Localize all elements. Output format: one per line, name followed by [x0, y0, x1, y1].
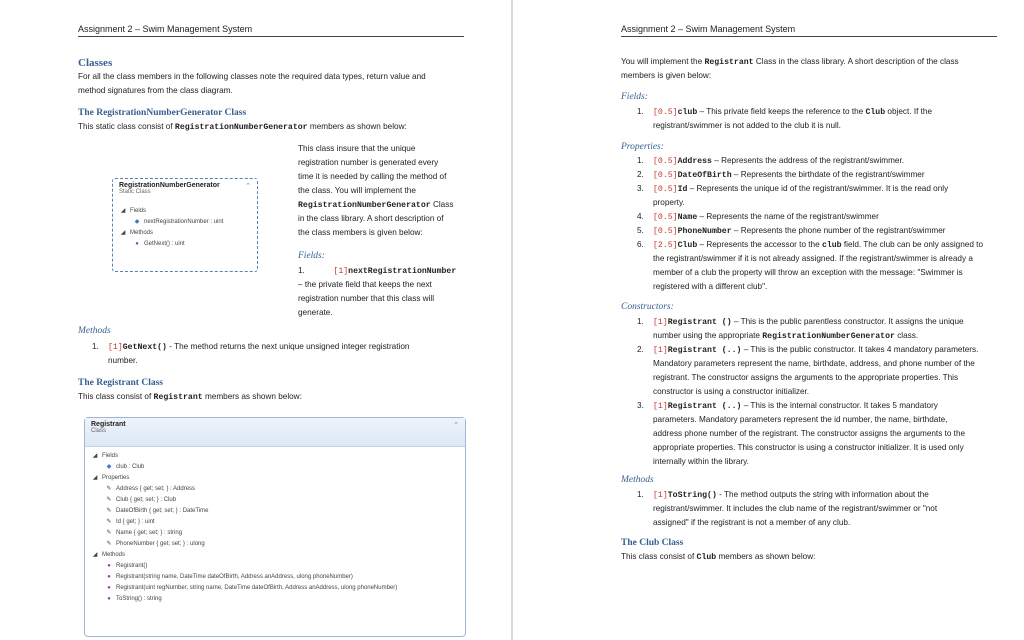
- rng-method-tag: [1]: [108, 343, 123, 352]
- triangle-down-icon: ◢: [120, 208, 126, 214]
- p2-ctor-code: Registrant (..): [667, 402, 742, 411]
- rng-desc-7: the class members is given below:: [298, 228, 423, 237]
- p2-prop-desc-cont: the registrant/swimmer if it is not already assigned. If the registrant/swimmer is already a: [653, 254, 973, 263]
- p2-ctor-code: Registrant (): [667, 318, 732, 327]
- rng-diagram-header: [113, 179, 257, 198]
- p2-fields-heading: Fields:: [621, 92, 648, 102]
- triangle-down-icon: ◢: [92, 453, 98, 459]
- p2-prop-tag: [0.5]: [653, 227, 678, 236]
- registrant-diagram-method-row: [85, 572, 465, 583]
- wrench-icon: ✎: [106, 530, 112, 536]
- registrant-diagram-method-text: Registrant(): [116, 563, 148, 569]
- registrant-class-heading: The Registrant Class: [78, 378, 163, 388]
- wrench-icon: ✎: [106, 497, 112, 503]
- p2-ctor-desc-code: RegistrationNumberGenerator: [762, 332, 895, 341]
- registrant-diagram-method-text: ToString() : string: [116, 596, 162, 602]
- p2-method-tag: [1]: [653, 491, 668, 500]
- triangle-down-icon: ◢: [120, 230, 126, 236]
- p2-methods-heading: Methods: [621, 475, 654, 485]
- rng-diagram-method-text: GetNext() : uint: [144, 241, 185, 247]
- header-rule: [621, 36, 997, 37]
- p2-prop-code: DateOfBirth: [677, 171, 732, 180]
- method-icon: ●: [135, 241, 139, 247]
- p2-ctor-desc-cont: [653, 329, 918, 344]
- registrant-diagram-property-row: [85, 484, 465, 495]
- p2-prop-desc: – Represents the name of the registrant/swimmer: [697, 212, 879, 221]
- rng-diagram-field-text: nextRegistrationNumber : uint: [144, 219, 224, 225]
- p2-ctor-tag: [1]: [653, 346, 668, 355]
- p2-ctor-desc-cont: internally within the library.: [653, 457, 749, 466]
- classes-intro-line-1: For all the class members in the following classes note the required data types, return value and: [78, 72, 426, 81]
- method-icon: ●: [107, 596, 111, 602]
- registrant-diagram-properties-label: Properties: [102, 475, 130, 481]
- wrench-icon: ✎: [106, 486, 112, 492]
- registrant-class-diagram: [84, 417, 466, 637]
- rng-desc-2: registration number is generated every: [298, 158, 439, 167]
- p2-ctor-tag: [1]: [653, 318, 668, 327]
- p2-ctor-desc-cont: parameters. Mandatory parameters represent the id number, the name, birthdate,: [653, 415, 948, 424]
- p2-field-code-2: Club: [865, 108, 886, 117]
- wrench-icon: ✎: [106, 541, 112, 547]
- rng-desc-4: the class. You will implement the: [298, 186, 416, 195]
- rng-field-name: nextRegistrationNumber: [348, 267, 457, 276]
- p2-prop-code-2: club: [821, 241, 842, 250]
- rng-diagram-field-row: [113, 217, 257, 228]
- p2-ctor-desc-cont: registrant. The constructor assigns the arguments to the appropriate properties. This: [653, 373, 959, 382]
- rng-fields-heading: Fields:: [298, 251, 325, 261]
- registrant-diagram-property-row: [85, 517, 465, 528]
- p2-field-desc: – This private field keeps the reference to the: [697, 107, 866, 116]
- rng-method-number: 1.: [92, 342, 99, 351]
- rng-field-desc-2: registration number that this class will: [298, 294, 435, 303]
- p2-constructors-heading: Constructors:: [621, 302, 674, 312]
- rng-desc-code: RegistrationNumberGenerator: [298, 201, 431, 210]
- p2-prop-number: 2.: [637, 170, 644, 179]
- p2-prop-tag: [2.5]: [653, 241, 678, 250]
- rng-lead-text: This static class consist of: [78, 122, 175, 131]
- field-icon: ◆: [106, 464, 112, 470]
- rng-field-desc-3: generate.: [298, 308, 333, 317]
- method-icon: ●: [107, 585, 111, 591]
- p2-field-desc-end: object. If the: [885, 107, 933, 116]
- rng-class-diagram: [112, 178, 258, 272]
- rng-lead: [78, 120, 407, 135]
- p2-prop-code: PhoneNumber: [677, 227, 732, 236]
- page-header: Assignment 2 – Swim Management System: [621, 24, 796, 34]
- registrant-diagram-property-text: Id { get; } : uint: [116, 519, 155, 525]
- registrant-diagram-method-text: Registrant(string name, DateTime dateOfBirth, Address anAddress, ulong phoneNumber): [116, 574, 353, 580]
- page-1: [0, 0, 511, 640]
- p2-ctor-desc-cont: address phone number of the registrant. The constructor assigns the arguments to the: [653, 429, 966, 438]
- p2-field-tag: [0.5]: [653, 108, 678, 117]
- rng-desc-3: time it is needed by calling the method of: [298, 172, 447, 181]
- header-rule: [78, 36, 464, 37]
- rng-field-item: [298, 264, 456, 279]
- registrant-lead-text-end: members as shown below:: [202, 392, 302, 401]
- p2-intro-2: members is given below:: [621, 71, 712, 80]
- p2-prop-number: 6.: [637, 240, 644, 249]
- p2-ctor-desc-text: number using the appropriate: [653, 331, 763, 340]
- p2-prop-tag: [0.5]: [653, 213, 678, 222]
- p2-field-number: 1.: [637, 107, 644, 116]
- registrant-diagram-property-text: Address { get; set; } : Address: [116, 486, 196, 492]
- p2-intro-code: Registrant: [704, 58, 754, 67]
- p2-prop-tag: [0.5]: [653, 171, 678, 180]
- rng-desc-class: Class: [430, 200, 454, 209]
- p2-prop-desc: – Represents the phone number of the registrant/swimmer: [731, 226, 946, 235]
- p2-intro-text: You will implement the: [621, 57, 705, 66]
- p2-prop-code: Club: [677, 241, 698, 250]
- classes-heading: Classes: [78, 57, 113, 69]
- p2-intro-text-end: Class in the class library. A short description of the class: [753, 57, 959, 66]
- p2-prop-desc-cont: member of a club the property will throw an exception with the message: "Swimmer is: [653, 268, 963, 277]
- p2-ctor-code: Registrant (..): [667, 346, 742, 355]
- p2-prop-desc: – Represents the address of the registrant/swimmer.: [711, 156, 905, 165]
- registrant-diagram-property-row: [85, 528, 465, 539]
- p2-prop-desc: – Represents the birthdate of the registrant/swimmer: [731, 170, 925, 179]
- p2-prop-code: Name: [677, 213, 698, 222]
- rng-lead-code: RegistrationNumberGenerator: [174, 123, 308, 132]
- p2-ctor-number: 1.: [637, 317, 644, 326]
- p2-prop-code: Address: [677, 157, 712, 166]
- club-class-heading: The Club Class: [621, 538, 684, 548]
- p2-prop-desc-cont: registered with a different club".: [653, 282, 768, 291]
- registrant-diagram-property-text: DateOfBirth { get; set; } : DateTime: [116, 508, 209, 514]
- p2-method-desc-cont: assigned" if the registrant is not a member of any club.: [653, 518, 851, 527]
- rng-diagram-subtitle: Static Class: [119, 189, 151, 195]
- method-icon: ●: [107, 574, 111, 580]
- wrench-icon: ✎: [106, 519, 112, 525]
- classes-intro-line-2: method signatures from the class diagram.: [78, 86, 233, 95]
- registrant-lead: [78, 390, 302, 405]
- p2-field-desc-2: registrant/swimmer is not added to the club it is null.: [653, 121, 841, 130]
- p2-ctor-desc: – This is the internal constructor. It takes 5 mandatory: [741, 401, 938, 410]
- rng-diagram-fields-label: Fields: [130, 208, 147, 214]
- registrant-lead-text: This class consist of: [78, 392, 154, 401]
- p2-prop-tag: [0.5]: [653, 185, 678, 194]
- registrant-diagram-field-text: club : Club: [116, 464, 145, 470]
- registrant-diagram-property-text: PhoneNumber { get; set; } : ulong: [116, 541, 205, 547]
- p2-method-code: ToString(): [667, 491, 717, 500]
- rng-desc-6: in the class library. A short description of: [298, 214, 444, 223]
- registrant-diagram-field-row: [85, 462, 465, 473]
- p2-ctor-desc-text-end: class.: [894, 331, 919, 340]
- rng-diagram-fields-section[interactable]: [113, 206, 257, 217]
- registrant-diagram-title: Registrant: [91, 421, 126, 428]
- rng-desc-1: This class insure that the unique: [298, 144, 416, 153]
- p2-prop-desc: – Represents the accessor to the: [697, 240, 822, 249]
- registrant-lead-code: Registrant: [153, 393, 203, 402]
- p2-ctor-desc-cont: Mandatory parameters represent the name, birthdate, address, and phone number of the: [653, 359, 975, 368]
- rng-diagram-methods-section[interactable]: [113, 228, 257, 239]
- p2-ctor-desc-cont: appropriate properties. This constructor is using a constructor initializer. It is used only: [653, 443, 964, 452]
- registrant-diagram-header: [85, 418, 465, 447]
- method-icon: ●: [107, 563, 111, 569]
- p2-ctor-desc: – This is the public parentless constructor. It assigns the unique: [731, 317, 964, 326]
- triangle-down-icon: ◢: [92, 475, 98, 481]
- p2-ctor-desc-cont: constructor is using a constructor initializer.: [653, 387, 810, 396]
- p2-prop-number: 1.: [637, 156, 644, 165]
- registrant-diagram-property-row: [85, 539, 465, 550]
- p2-ctor-tag: [1]: [653, 402, 668, 411]
- p2-prop-code: Id: [677, 185, 688, 194]
- rng-class-heading: The RegistrationNumberGenerator Class: [78, 108, 247, 118]
- registrant-diagram-method-row: [85, 594, 465, 605]
- registrant-diagram-methods-label: Methods: [102, 552, 126, 558]
- p2-ctor-number: 3.: [637, 401, 644, 410]
- registrant-diagram-fields-label: Fields: [102, 453, 119, 459]
- rng-field-desc-1: – the private field that keeps the next: [298, 280, 432, 289]
- collapse-icon[interactable]: ⌃: [453, 422, 459, 429]
- registrant-diagram-property-text: Name { get; set; } : string: [116, 530, 183, 536]
- registrant-diagram-properties-section[interactable]: [85, 473, 465, 484]
- registrant-diagram-method-text: Registrant(uint regNumber, string name, DateTime dateOfBirth, Address anAddress, ulong phoneNumber): [116, 585, 398, 591]
- registrant-diagram-method-row: [85, 583, 465, 594]
- p2-prop-desc-end: field. The club can be only assigned to: [841, 240, 983, 249]
- registrant-diagram-property-row: [85, 506, 465, 517]
- p2-method-desc: - The method outputs the string with information about the: [716, 490, 929, 499]
- p2-prop-number: 4.: [637, 212, 644, 221]
- rng-diagram-method-row: [113, 239, 257, 250]
- collapse-icon[interactable]: ⌃: [245, 183, 251, 190]
- p2-method-number: 1.: [637, 490, 644, 499]
- rng-method-desc: - The method returns the next unique unsigned integer registration: [166, 342, 410, 351]
- rng-diagram-methods-label: Methods: [130, 230, 154, 236]
- rng-desc-5: [298, 198, 453, 213]
- club-lead: [621, 550, 815, 565]
- wrench-icon: ✎: [106, 508, 112, 514]
- rng-methods-heading: Methods: [78, 326, 111, 336]
- p2-field-code: club: [677, 108, 698, 117]
- registrant-diagram-fields-section[interactable]: [85, 451, 465, 462]
- p2-prop-number: 5.: [637, 226, 644, 235]
- p2-prop-desc-cont: property.: [653, 198, 685, 207]
- rng-method-name: GetNext(): [122, 343, 167, 352]
- rng-diagram-title: RegistrationNumberGenerator: [119, 182, 220, 189]
- club-lead-text-end: members as shown below:: [716, 552, 816, 561]
- rng-field-tag: [1]: [333, 267, 349, 276]
- club-lead-text: This class consist of: [621, 552, 697, 561]
- page-2: [513, 0, 1024, 640]
- rng-field-number: 1.: [298, 266, 305, 275]
- registrant-diagram-methods-section[interactable]: [85, 550, 465, 561]
- triangle-down-icon: ◢: [92, 552, 98, 558]
- p2-ctor-desc: – This is the public constructor. It takes 4 mandatory parameters.: [741, 345, 979, 354]
- registrant-diagram-method-row: [85, 561, 465, 572]
- registrant-diagram-subtitle: Class: [91, 428, 107, 434]
- p2-ctor-number: 2.: [637, 345, 644, 354]
- p2-prop-desc: – Represents the unique id of the registrant/swimmer. It is the read only: [687, 184, 949, 193]
- registrant-diagram-property-text: Club { get; set; } : Club: [116, 497, 177, 503]
- rng-lead-text-end: members as shown below:: [307, 122, 407, 131]
- p2-prop-tag: [0.5]: [653, 157, 678, 166]
- rng-method-desc-2: number.: [108, 356, 138, 365]
- p2-method-desc-cont: registrant/swimmer. It includes the club name of the registrant/swimmer or "not: [653, 504, 938, 513]
- club-lead-code: Club: [696, 553, 717, 562]
- registrant-diagram-property-row: [85, 495, 465, 506]
- p2-prop-number: 3.: [637, 184, 644, 193]
- field-icon: ◆: [134, 219, 140, 225]
- p2-intro-1: [621, 55, 959, 70]
- p2-properties-heading: Properties:: [621, 142, 664, 152]
- page-header: Assignment 2 – Swim Management System: [78, 24, 253, 34]
